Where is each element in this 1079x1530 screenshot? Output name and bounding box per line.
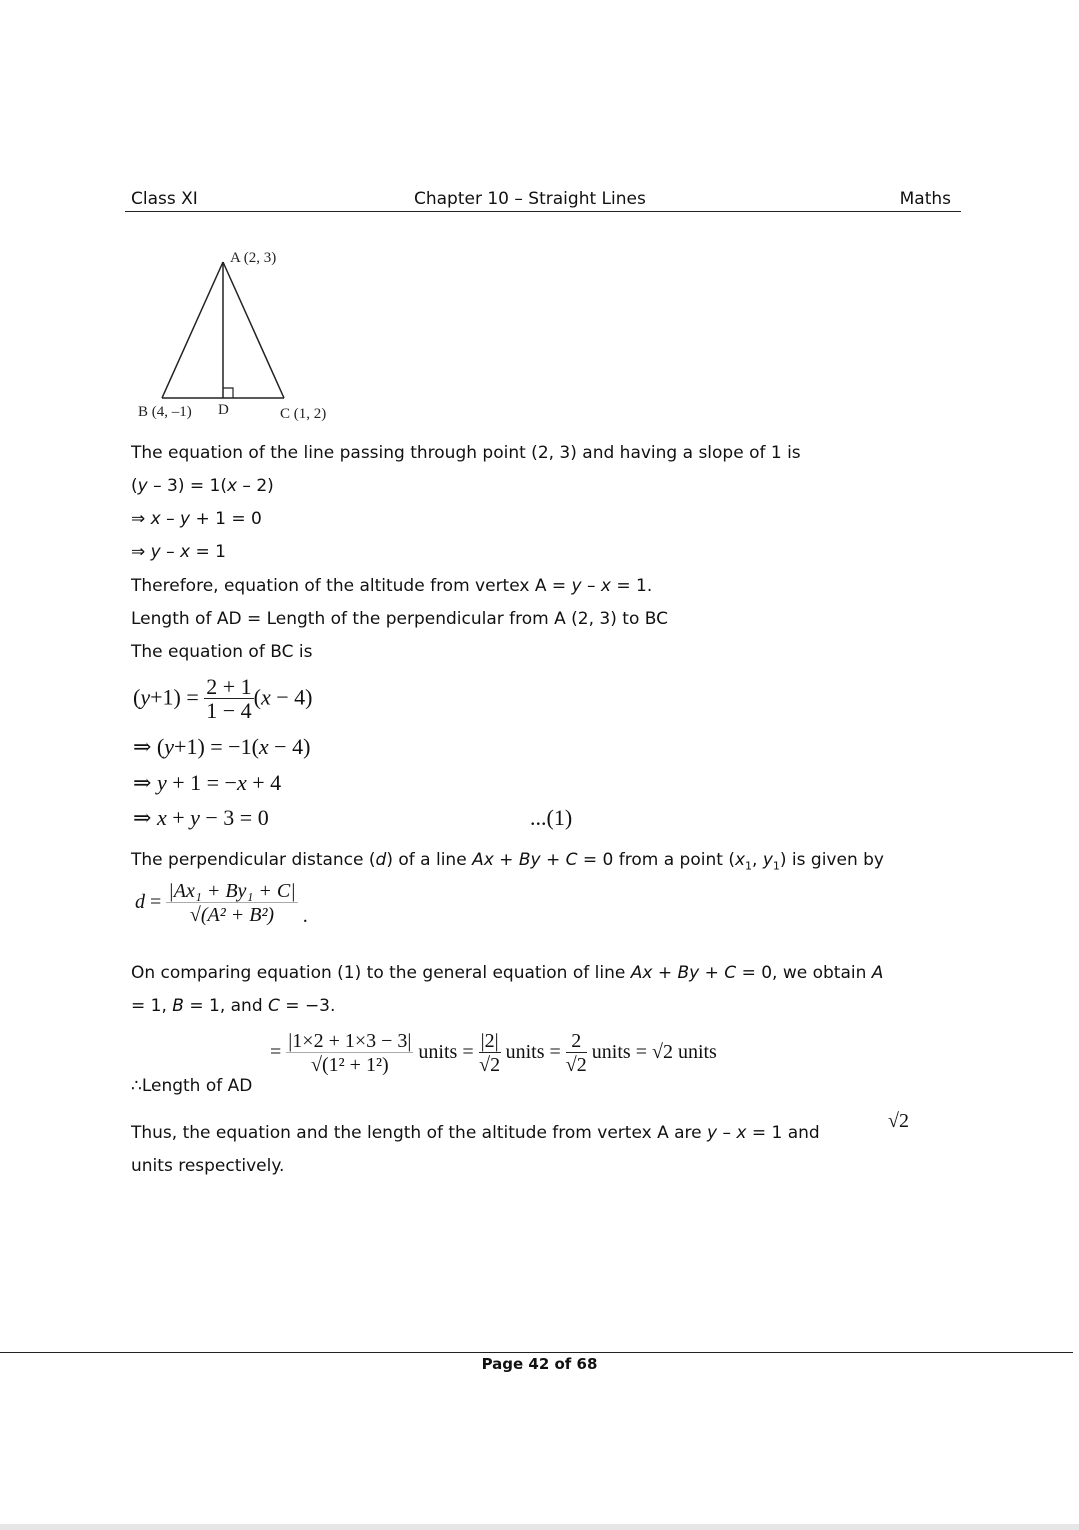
label-d: D [218, 402, 229, 418]
length-ad-calculation: = $\frac{|1\times 2 + 1\times 3 - 3|}{\text{√(1² + 1²)}}$ units = $\frac{|2|}{√2}$ units = $\frac{2}{√2}$ units = √2 units [270, 1030, 717, 1076]
label-b: B (4, –1) [138, 404, 192, 420]
equation-bc-1: (y+1) = $\frac{2 + 1}{1 - 4}$ (x − 4) [133, 674, 313, 723]
paragraph-conclusion: Thus, the equation and the length of the altitude from vertex A are y – x = 1 and [131, 1123, 820, 1143]
page-header [125, 189, 961, 212]
equation-point-slope: (y – 3) = 1(x – 2) [131, 476, 274, 496]
viewer-bottom-bar [0, 1524, 1079, 1530]
paragraph-coefficients: = 1, B = 1, and C = −3. [131, 996, 336, 1016]
paragraph-equation-bc: The equation of BC is [131, 642, 313, 662]
equation-bc-2: ⇒ (y+1) = −1(x − 4) [133, 734, 311, 759]
paragraph-length-ad: Length of AD = Length of the perpendicular from A (2, 3) to BC [131, 609, 668, 629]
header-subject: Maths [899, 189, 951, 209]
equation-general: ⇒ x – y + 1 = 0 [131, 509, 262, 529]
paragraph-comparing: On comparing equation (1) to the general equation of line Ax + By + C = 0, we obtain A [131, 963, 884, 983]
fraction-slope: $\frac{2 + 1}{1 - 4}$ [206, 674, 252, 723]
header-chapter: Chapter 10 – Straight Lines [414, 189, 646, 209]
paragraph-line-slope: The equation of the line passing through point (2, 3) and having a slope of 1 is [131, 443, 801, 463]
equation-bc-4: ⇒ x + y − 3 = 0 [133, 805, 269, 830]
length-ad-label: ∴Length of AD [131, 1076, 253, 1096]
triangle-diagram [130, 240, 360, 430]
paragraph-conclusion-end: units respectively. [131, 1156, 285, 1176]
paragraph-perpendicular-distance: The perpendicular distance (d) of a line Ax + By + C = 0 from a point ($x_1$, $y_1$) is given by [131, 850, 884, 873]
right-angle-marker [223, 388, 233, 398]
distance-formula: d = $\frac{\text{|Ax₁ + By₁ + C|}}{\text{√(A² + B²)}}$ . [135, 880, 308, 928]
footer-divider [0, 1352, 1073, 1353]
equation-reference: ...(1) [530, 805, 573, 830]
header-class: Class XI [131, 189, 198, 209]
equation-bc-3: ⇒ y + 1 = −x + 4 [133, 770, 282, 795]
equation-simplified: ⇒ y – x = 1 [131, 542, 226, 562]
conclusion-sqrt2: √2 [888, 1110, 909, 1132]
label-c: C (1, 2) [280, 406, 327, 422]
label-a: A (2, 3) [230, 250, 277, 266]
page-number: Page 42 of 68 [481, 1355, 598, 1373]
side-ab [162, 262, 223, 398]
side-ac [223, 262, 284, 398]
paragraph-altitude-equation: Therefore, equation of the altitude from vertex A = y – x = 1. [131, 576, 653, 596]
